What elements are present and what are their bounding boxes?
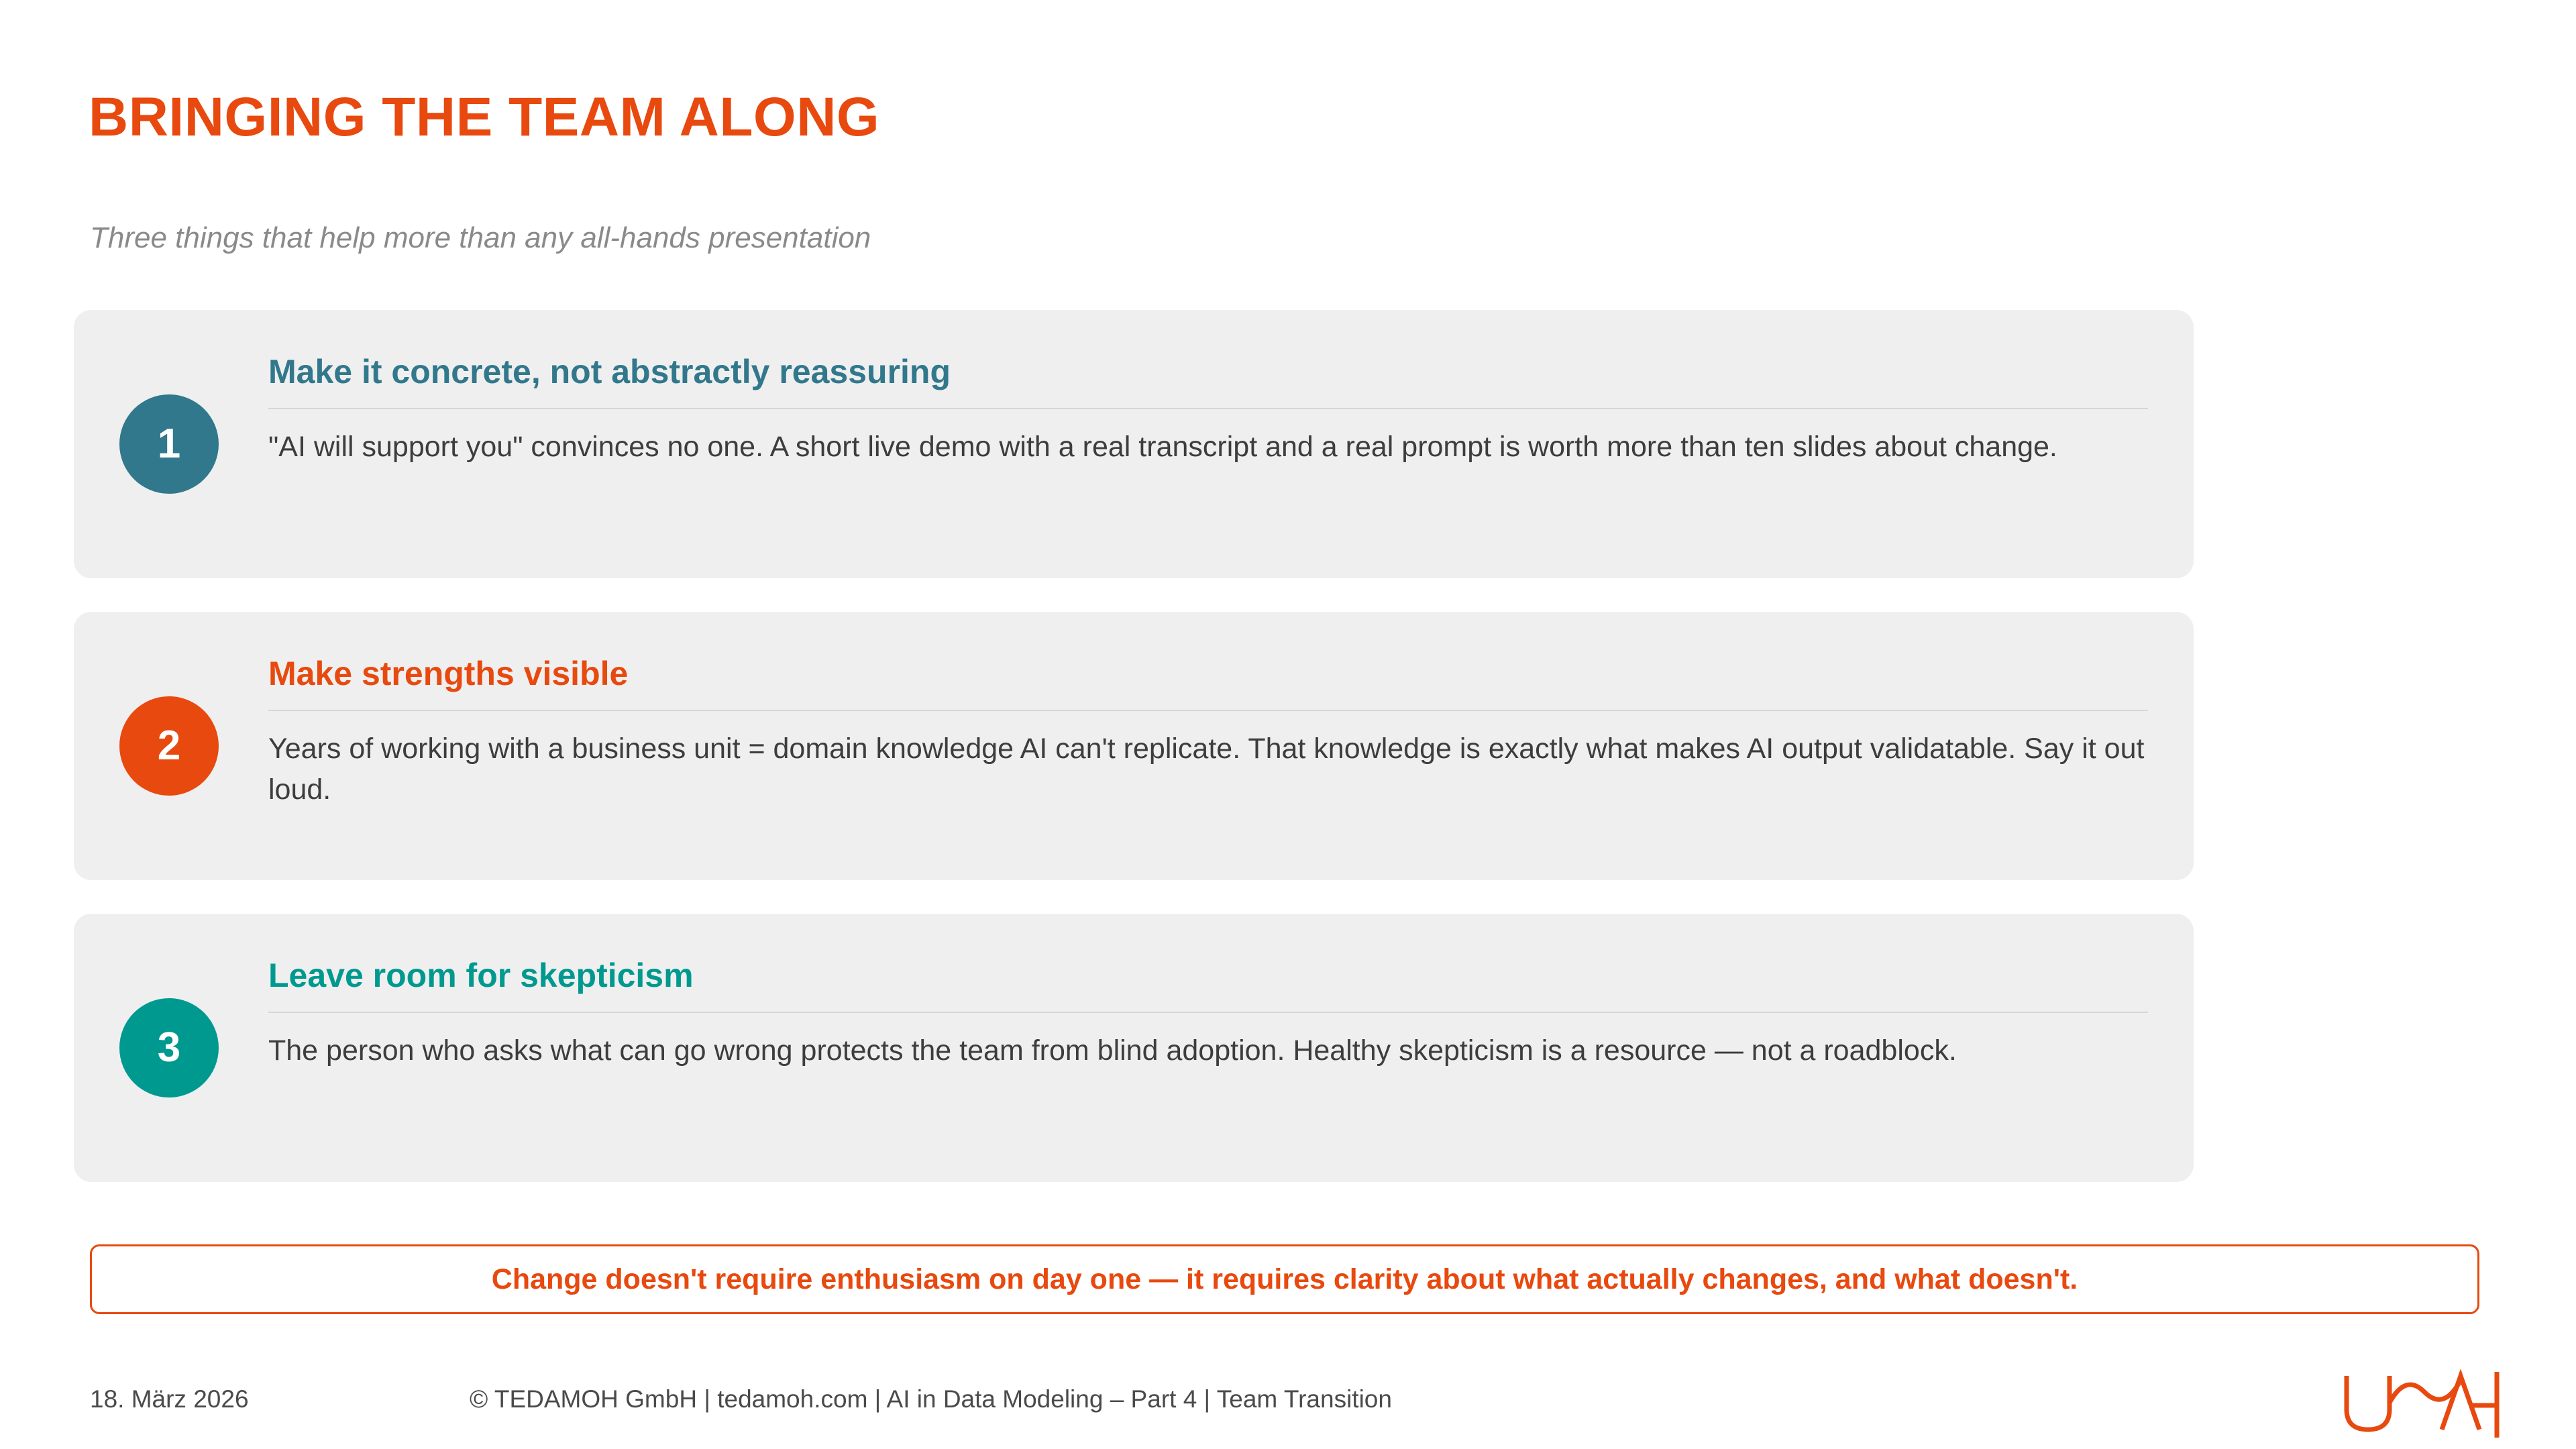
point-heading: Make it concrete, not abstractly reassuring — [268, 353, 951, 390]
point-body — [268, 655, 2148, 810]
list-item — [74, 914, 2194, 1182]
point-heading: Make strengths visible — [268, 655, 629, 692]
point-heading: Leave room for skepticism — [268, 957, 694, 994]
page-subtitle: Three things that help more than any all-hands presentation — [90, 221, 871, 254]
points-list — [74, 310, 2194, 1216]
divider — [268, 710, 2148, 711]
page-title: BRINGING THE TEAM ALONG — [89, 87, 880, 148]
footer-meta: © TEDAMOH GmbH | tedamoh.com | AI in Data Modeling – Part 4 | Team Transition — [470, 1385, 1392, 1413]
footer — [0, 1365, 2576, 1446]
point-text: Years of working with a business unit = domain knowledge AI can't replicate. That knowledge is exactly what makes AI output validatable. Say it out loud. — [268, 732, 2145, 806]
list-item — [74, 612, 2194, 880]
point-text: "AI will support you" convinces no one. A short live demo with a real transcript and a real prompt is worth more than ten slides about change. — [268, 430, 2057, 463]
list-item — [74, 310, 2194, 578]
point-number-badge: 2 — [119, 696, 219, 796]
point-body — [268, 353, 2148, 468]
tedamoh-logo-icon — [2341, 1368, 2502, 1442]
point-body — [268, 957, 2148, 1071]
footer-date: 18. März 2026 — [90, 1385, 249, 1413]
point-text: The person who asks what can go wrong protects the team from blind adoption. Healthy skepticism is a resource — not a roadblock. — [268, 1034, 1957, 1067]
callout-text: Change doesn't require enthusiasm on day one — it requires clarity about what actually changes, and what doesn't. — [491, 1263, 2078, 1295]
point-number-badge: 3 — [119, 998, 219, 1097]
divider — [268, 408, 2148, 409]
point-number-badge: 1 — [119, 394, 219, 494]
callout-box — [90, 1244, 2479, 1314]
divider — [268, 1012, 2148, 1013]
